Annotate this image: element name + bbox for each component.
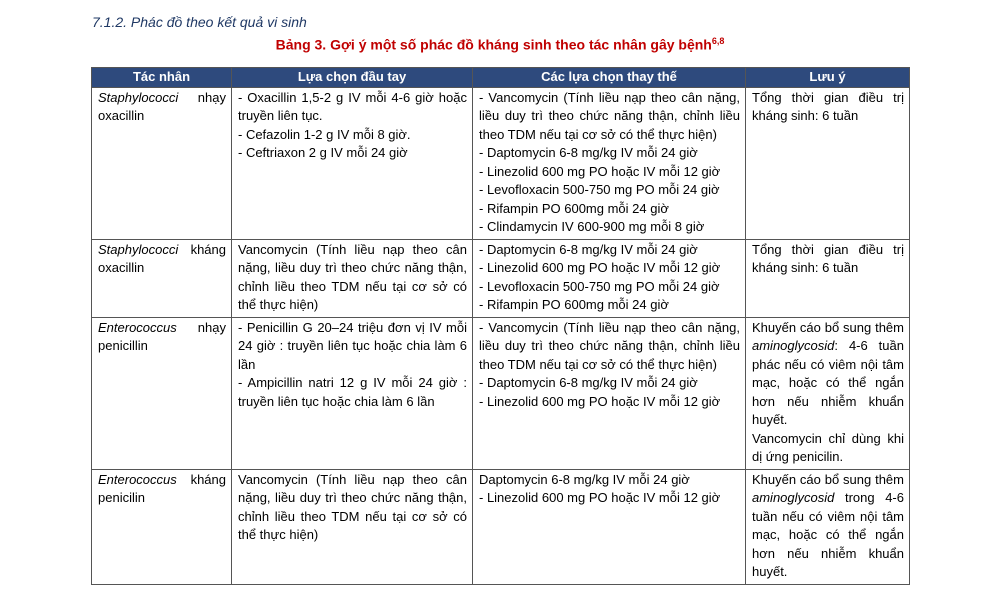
note-italic: aminoglycosid	[752, 490, 835, 505]
note-after: : 4-6 tuần phác nếu có viêm nội tâm mạc, hoặc có thể ngắn hơn nếu nhiễm khuẩn huyết.	[752, 338, 904, 427]
table-row	[92, 239, 910, 317]
table-caption	[0, 36, 1000, 53]
table-caption-text: Bảng 3. Gợi ý một số phác đồ kháng sinh theo tác nhân gây bệnh	[275, 36, 712, 53]
note-before: Tổng thời gian điều trị kháng sinh: 6 tuần	[752, 89, 904, 123]
note-cell	[746, 469, 910, 584]
note-extra: Vancomycin chỉ dùng khi dị ứng penicilin.	[752, 430, 904, 464]
regimen-item: - Levofloxacin 500-750 mg PO mỗi 24 giờ	[479, 278, 720, 294]
regimen-item: - Penicillin G 20–24 triệu đơn vị IV mỗi 24 giờ : truyền liên tục hoặc chia làm 6 lần	[238, 319, 467, 372]
note-text	[752, 471, 904, 582]
regimen-item: Vancomycin (Tính liều nạp theo cân nặng, liều duy trì theo chức năng thận, chỉnh liều theo TDM nếu tại cơ sở có thể thực hiện)	[238, 241, 467, 312]
table-row	[92, 317, 910, 469]
note-cell	[746, 87, 910, 239]
table-caption-superscript: 6,8	[711, 36, 725, 46]
regimen-item: - Linezolid 600 mg PO hoặc IV mỗi 12 giờ	[479, 490, 721, 505]
regimen-item: - Cefazolin 1-2 g IV mỗi 8 giờ.	[238, 126, 411, 142]
pathogen-cell	[92, 239, 232, 317]
regimen-item: - Daptomycin 6-8 mg/kg IV mỗi 24 giờ	[479, 145, 698, 160]
pathogen-susceptibility: kháng oxacillin	[98, 241, 226, 275]
first-line-cell	[232, 469, 473, 584]
pathogen-genus: Staphylococci	[98, 89, 179, 105]
pathogen-genus: Enterococcus	[98, 319, 177, 335]
alternatives-cell	[473, 469, 746, 584]
note-italic: aminoglycosid	[752, 338, 835, 353]
regimen-item: - Vancomycin (Tính liều nạp theo cân nặng, liều duy trì theo chức năng thận, chỉnh liều theo TDM nếu tại cơ sở có thể thực hiện)	[479, 319, 740, 372]
header-notes: Lưu ý	[746, 68, 910, 88]
regimen-item: - Oxacillin 1,5-2 g IV mỗi 4-6 giờ hoặc truyền liên tục.	[238, 89, 467, 123]
alternatives-cell	[473, 317, 746, 469]
regimen-item: Vancomycin (Tính liều nạp theo cân nặng, liều duy trì theo chức năng thận, chỉnh liều theo TDM nếu tại cơ sở có thể thực hiện)	[238, 471, 467, 542]
pathogen-susceptibility: kháng penicilin	[98, 471, 226, 505]
pathogen-cell	[92, 87, 232, 239]
first-line-cell	[232, 317, 473, 469]
header-pathogen: Tác nhân	[92, 68, 232, 88]
header-alternatives: Các lựa chọn thay thế	[473, 68, 746, 88]
note-text	[752, 241, 904, 278]
regimen-item: - Ampicillin natri 12 g IV mỗi 24 giờ : truyền liên tục hoặc chia làm 6 lần	[238, 375, 467, 409]
first-line-cell	[232, 87, 473, 239]
regimen-item: - Linezolid 600 mg PO hoặc IV mỗi 12 giờ	[479, 260, 721, 275]
note-before: Tổng thời gian điều trị kháng sinh: 6 tuần	[752, 241, 904, 275]
note-text	[752, 319, 904, 430]
regimen-item: - Daptomycin 6-8 mg/kg IV mỗi 24 giờ	[479, 241, 698, 257]
regimen-item: - Clindamycin IV 600-900 mg mỗi 8 giờ	[479, 219, 705, 234]
header-first-line: Lựa chọn đầu tay	[232, 68, 473, 88]
alternatives-cell	[473, 239, 746, 317]
note-cell	[746, 317, 910, 469]
alternatives-cell	[473, 87, 746, 239]
regimen-item: - Rifampin PO 600mg mỗi 24 giờ	[479, 297, 669, 312]
regimen-item: - Linezolid 600 mg PO hoặc IV mỗi 12 giờ	[479, 393, 721, 409]
pathogen-genus: Enterococcus	[98, 471, 177, 487]
regimen-item: - Vancomycin (Tính liều nạp theo cân nặng, liều duy trì theo chức năng thận, chỉnh liều theo TDM nếu tại cơ sở có thể thực hiện)	[479, 89, 740, 142]
pathogen-susceptibility: nhạy penicillin	[98, 319, 226, 353]
note-text	[752, 89, 904, 126]
note-cell	[746, 239, 910, 317]
regimen-item: - Ceftriaxon 2 g IV mỗi 24 giờ	[238, 145, 408, 160]
note-before: Khuyến cáo bổ sung thêm	[752, 319, 904, 335]
pathogen-susceptibility: nhạy oxacillin	[98, 89, 226, 123]
table-body	[92, 87, 910, 584]
pathogen-genus: Staphylococci	[98, 241, 179, 257]
antibiotic-regimen-table	[91, 67, 910, 585]
regimen-item: - Levofloxacin 500-750 mg PO mỗi 24 giờ	[479, 182, 720, 197]
table-row	[92, 87, 910, 239]
regimen-item: - Daptomycin 6-8 mg/kg IV mỗi 24 giờ	[479, 375, 698, 390]
note-before: Khuyến cáo bổ sung thêm	[752, 471, 904, 487]
pathogen-cell	[92, 317, 232, 469]
regimen-item: - Rifampin PO 600mg mỗi 24 giờ	[479, 200, 669, 216]
table-header-row	[92, 68, 910, 88]
section-heading: 7.1.2. Phác đồ theo kết quả vi sinh	[92, 14, 307, 30]
note-after: trong 4-6 tuần nếu có viêm nội tâm mạc, hoặc có thể ngắn hơn nếu nhiễm khuẩn huyết.	[752, 490, 904, 579]
first-line-cell	[232, 239, 473, 317]
regimen-item: Daptomycin 6-8 mg/kg IV mỗi 24 giờ	[479, 471, 690, 487]
table-row	[92, 469, 910, 584]
regimen-item: - Linezolid 600 mg PO hoặc IV mỗi 12 giờ	[479, 163, 721, 179]
pathogen-cell	[92, 469, 232, 584]
